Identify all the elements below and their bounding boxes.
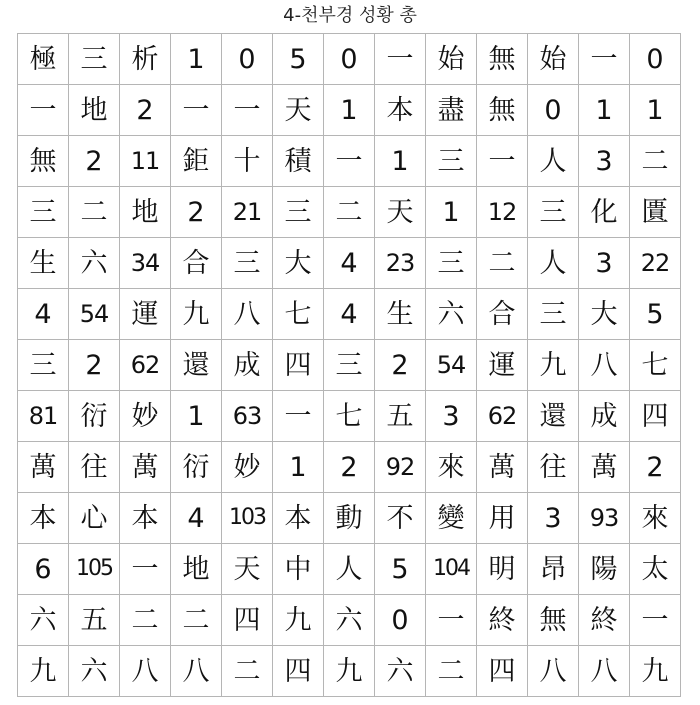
grid-cell: 六	[69, 646, 120, 697]
grid-cell: 六	[375, 646, 426, 697]
grid-cell: 妙	[222, 442, 273, 493]
grid-cell: 三	[69, 34, 120, 85]
grid-cell: 三	[528, 289, 579, 340]
grid-cell: 6	[18, 544, 69, 595]
grid-cell: 3	[579, 238, 630, 289]
grid-cell: 匱	[630, 187, 681, 238]
grid-cell: 二	[171, 595, 222, 646]
grid-cell: 四	[477, 646, 528, 697]
grid-cell: 三	[426, 136, 477, 187]
grid-cell: 成	[222, 340, 273, 391]
grid-cell: 九	[324, 646, 375, 697]
grid-cell: 八	[120, 646, 171, 697]
grid-cell: 天	[273, 85, 324, 136]
grid-cell: 六	[69, 238, 120, 289]
grid-cell: 成	[579, 391, 630, 442]
grid-cell: 往	[69, 442, 120, 493]
grid-cell: 合	[171, 238, 222, 289]
grid-cell: 一	[426, 595, 477, 646]
grid-cell: 五	[69, 595, 120, 646]
grid-cell: 一	[630, 595, 681, 646]
grid-cell: 23	[375, 238, 426, 289]
grid-cell: 二	[69, 187, 120, 238]
grid-cell: 四	[273, 340, 324, 391]
grid-cell: 一	[120, 544, 171, 595]
grid-cell: 七	[273, 289, 324, 340]
grid-cell: 2	[375, 340, 426, 391]
grid-cell: 十	[222, 136, 273, 187]
grid-cell: 二	[630, 136, 681, 187]
grid-cell: 1	[375, 136, 426, 187]
grid-cell: 二	[324, 187, 375, 238]
grid-cell: 二	[120, 595, 171, 646]
grid-cell: 六	[324, 595, 375, 646]
grid-cell: 63	[222, 391, 273, 442]
grid-cell: 衍	[69, 391, 120, 442]
grid-cell: 三	[324, 340, 375, 391]
grid-cell: 2	[120, 85, 171, 136]
grid-cell: 生	[18, 238, 69, 289]
grid-cell: 21	[222, 187, 273, 238]
grid-cell: 人	[528, 136, 579, 187]
grid-cell: 34	[120, 238, 171, 289]
grid-cell: 一	[579, 34, 630, 85]
grid-cell: 54	[69, 289, 120, 340]
grid-cell: 4	[18, 289, 69, 340]
grid-cell: 92	[375, 442, 426, 493]
grid-cell: 八	[579, 340, 630, 391]
grid-cell: 一	[273, 391, 324, 442]
grid-cell: 1	[426, 187, 477, 238]
grid-cell: 本	[120, 493, 171, 544]
grid-cell: 0	[375, 595, 426, 646]
grid-cell: 九	[528, 340, 579, 391]
grid-cell: 3	[426, 391, 477, 442]
page-title: 4-천부경 성황 총	[283, 5, 417, 26]
grid-cell: 不	[375, 493, 426, 544]
grid-cell: 鉅	[171, 136, 222, 187]
grid-cell: 5	[630, 289, 681, 340]
grid-cell: 盡	[426, 85, 477, 136]
grid-cell: 1	[171, 391, 222, 442]
grid-cell: 合	[477, 289, 528, 340]
grid-cell: 還	[171, 340, 222, 391]
grid-cell: 始	[528, 34, 579, 85]
grid-cell: 一	[375, 34, 426, 85]
grid-cell: 陽	[579, 544, 630, 595]
grid-cell: 1	[579, 85, 630, 136]
grid-cell: 0	[630, 34, 681, 85]
grid-cell: 一	[222, 85, 273, 136]
grid-cell: 八	[579, 646, 630, 697]
grid-cell: 4	[324, 238, 375, 289]
grid-cell: 地	[69, 85, 120, 136]
grid-cell: 大	[273, 238, 324, 289]
grid-cell: 終	[477, 595, 528, 646]
grid-cell: 妙	[120, 391, 171, 442]
grid-cell: 1	[273, 442, 324, 493]
grid-cell: 地	[171, 544, 222, 595]
grid-cell: 往	[528, 442, 579, 493]
grid-cell: 九	[630, 646, 681, 697]
grid-cell: 來	[426, 442, 477, 493]
grid-cell: 無	[477, 34, 528, 85]
grid-cell: 一	[171, 85, 222, 136]
grid-cell: 54	[426, 340, 477, 391]
grid-cell: 2	[171, 187, 222, 238]
grid-cell: 析	[120, 34, 171, 85]
grid-cell: 八	[222, 289, 273, 340]
grid-cell: 0	[222, 34, 273, 85]
grid-cell: 地	[120, 187, 171, 238]
grid-cell: 萬	[120, 442, 171, 493]
grid-cell: 62	[477, 391, 528, 442]
grid-cell: 二	[222, 646, 273, 697]
grid-cell: 變	[426, 493, 477, 544]
grid-cell: 0	[324, 34, 375, 85]
grid-cell: 無	[18, 136, 69, 187]
grid-cell: 六	[18, 595, 69, 646]
grid-cell: 中	[273, 544, 324, 595]
grid-cell: 5	[375, 544, 426, 595]
grid-cell: 2	[630, 442, 681, 493]
grid-cell: 四	[222, 595, 273, 646]
grid-cell: 三	[222, 238, 273, 289]
grid-cell: 0	[528, 85, 579, 136]
grid-cell: 81	[18, 391, 69, 442]
grid-cell: 動	[324, 493, 375, 544]
grid-cell: 萬	[18, 442, 69, 493]
grid-cell: 四	[273, 646, 324, 697]
grid-cell: 2	[69, 136, 120, 187]
grid-cell: 運	[120, 289, 171, 340]
grid-cell: 2	[324, 442, 375, 493]
grid-cell: 六	[426, 289, 477, 340]
grid-cell: 1	[171, 34, 222, 85]
character-grid	[17, 33, 681, 697]
grid-cell: 昂	[528, 544, 579, 595]
grid-cell: 積	[273, 136, 324, 187]
grid-cell: 11	[120, 136, 171, 187]
grid-cell: 本	[273, 493, 324, 544]
grid-cell: 人	[324, 544, 375, 595]
grid-cell: 化	[579, 187, 630, 238]
grid-cell: 12	[477, 187, 528, 238]
grid-cell: 心	[69, 493, 120, 544]
grid-cell: 103	[222, 493, 273, 544]
grid-cell: 始	[426, 34, 477, 85]
grid-cell: 二	[426, 646, 477, 697]
grid-cell: 62	[120, 340, 171, 391]
grid-cell: 衍	[171, 442, 222, 493]
grid-cell: 九	[171, 289, 222, 340]
grid-cell: 無	[477, 85, 528, 136]
grid-cell: 萬	[579, 442, 630, 493]
grid-cell: 生	[375, 289, 426, 340]
grid-cell: 2	[69, 340, 120, 391]
grid-cell: 萬	[477, 442, 528, 493]
grid-cell: 明	[477, 544, 528, 595]
grid-cell: 一	[18, 85, 69, 136]
grid-cell: 七	[324, 391, 375, 442]
grid-cell: 二	[477, 238, 528, 289]
grid-cell: 一	[477, 136, 528, 187]
grid-cell: 1	[630, 85, 681, 136]
grid-cell: 還	[528, 391, 579, 442]
grid-cell: 運	[477, 340, 528, 391]
grid-cell: 本	[18, 493, 69, 544]
grid-cell: 三	[273, 187, 324, 238]
grid-cell: 三	[18, 187, 69, 238]
grid-cell: 三	[18, 340, 69, 391]
grid-cell: 極	[18, 34, 69, 85]
grid-cell: 來	[630, 493, 681, 544]
grid-cell: 天	[375, 187, 426, 238]
grid-cell: 三	[426, 238, 477, 289]
grid-cell: 三	[528, 187, 579, 238]
grid-cell: 大	[579, 289, 630, 340]
grid-cell: 3	[579, 136, 630, 187]
grid-cell: 無	[528, 595, 579, 646]
grid-cell: 5	[273, 34, 324, 85]
grid-cell: 四	[630, 391, 681, 442]
grid-cell: 93	[579, 493, 630, 544]
grid-cell: 五	[375, 391, 426, 442]
grid-cell: 八	[528, 646, 579, 697]
grid-cell: 九	[273, 595, 324, 646]
grid-cell: 用	[477, 493, 528, 544]
grid-cell: 人	[528, 238, 579, 289]
grid-cell: 1	[324, 85, 375, 136]
grid-cell: 104	[426, 544, 477, 595]
grid-cell: 一	[324, 136, 375, 187]
grid-cell: 22	[630, 238, 681, 289]
grid-cell: 天	[222, 544, 273, 595]
grid-cell: 本	[375, 85, 426, 136]
grid-cell: 3	[528, 493, 579, 544]
grid-cell: 八	[171, 646, 222, 697]
grid-cell: 4	[324, 289, 375, 340]
grid-cell: 七	[630, 340, 681, 391]
grid-cell: 終	[579, 595, 630, 646]
grid-cell: 九	[18, 646, 69, 697]
grid-cell: 105	[69, 544, 120, 595]
grid-cell: 4	[171, 493, 222, 544]
grid-cell: 太	[630, 544, 681, 595]
